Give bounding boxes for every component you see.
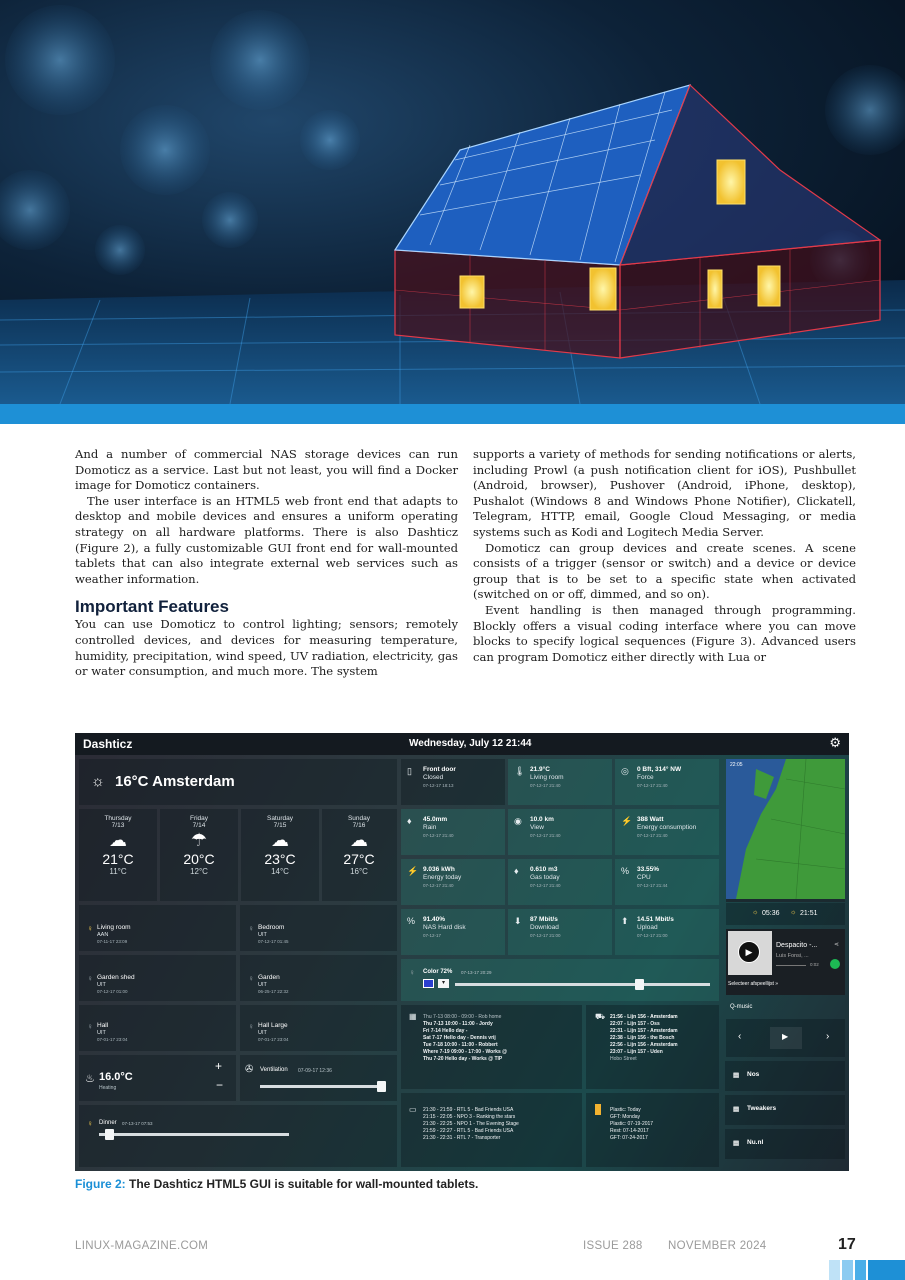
list-item: 21:15 - 22:05 - NPO 3 - Ranking the stars [423,1114,516,1120]
map-graphic [726,759,845,899]
square [868,1260,905,1280]
feed-button[interactable] [725,1095,845,1125]
map-time: 22:05 [730,762,743,768]
list-item: 22:56 - Lijn 156 - Amsterdam [610,1042,678,1048]
list-item: Hobo Street [610,1056,637,1062]
list-item: Plastic: 07-19-2017 [610,1121,654,1127]
energy-icon: ⚡ [407,866,419,876]
figure-label: Figure 2: [75,1177,126,1191]
color-label: Color 72% [423,969,453,975]
thermostat-label: Heating [99,1085,117,1091]
day-low: 16°C [350,867,368,876]
sun-icon: ☼ [91,773,105,790]
gear-icon[interactable]: ⚙ [829,735,841,750]
dimmer-slider[interactable] [99,1133,289,1136]
dimmer-slider-handle[interactable] [105,1129,114,1140]
paragraph: And a number of commercial NAS storage devices can run Domoticz as a service. Last but not least, you will find a Docker image for Domoticz containers. [75,447,458,493]
cloud-icon: ☁ [271,830,289,850]
radio-controls [726,1019,845,1057]
list-item: 21:30 - 22:25 - NPO 1 - The Evening Stage [423,1121,519,1127]
caption-text: The Dashticz HTML5 GUI is suitable for wall-mounted tablets. [125,1177,479,1191]
sunrise-time: 05:36 [762,910,780,917]
door-icon: ▯ [407,766,412,776]
gas-icon: ♦ [514,866,519,876]
trash-icon [595,1104,601,1115]
day-high: 27°C [343,851,375,867]
bulb-icon: ♀ [87,1119,93,1128]
download-icon: ⬇ [514,916,522,926]
list-item: 23:07 - Lijn 157 - Uden [610,1049,663,1055]
cloud-icon: ☁ [109,830,127,850]
list-item: Fri 7-14 Hello day - [423,1028,468,1034]
list-item: 21:56 - Lijn 156 - Amsterdam [610,1014,678,1020]
list-item: Thu 7-20 Hello day - Works @ TIP [423,1056,503,1062]
bulb-icon: ♀ [248,974,254,983]
article-left-column [75,447,458,680]
feed-label: Tweakers [747,1105,777,1112]
footer-site: LINUX-MAGAZINE.COM [75,1240,209,1252]
dashboard-topbar [75,733,849,755]
raindrop-icon: ♦ [407,816,412,826]
list-item: Sat 7-17 Hello day - Dennis vrij [423,1035,496,1041]
radio-station [726,999,845,1017]
square [855,1260,866,1280]
paragraph: Domoticz can group devices and create scenes. A scene consists of a trigger (sensor or switch) and a device or device group that is to be set to a specific state when activated (switched on or off, dimmed, and so on). [473,540,856,602]
list-item: GFT: Monday [610,1114,641,1120]
list-item: Rest: 07-14-2017 [610,1128,649,1134]
song-artist: Luis Fonsi, ... [776,953,809,959]
ventilation-slider-handle[interactable] [377,1081,386,1092]
dimmer-tile [79,1105,397,1167]
news-icon: ▤ [733,1072,740,1079]
divider [726,899,845,902]
next-icon[interactable]: › [826,1031,830,1042]
transit-list [610,1014,678,1063]
thermometer-icon: 🌡 [514,766,526,776]
bulb-icon: ♀ [87,1022,93,1031]
tv-guide-list [423,1107,519,1142]
day-low: 11°C [109,867,127,876]
sensor-tile: ⚡ 388 Watt Energy consumption 07-12-17 21:40 [615,809,719,855]
sensor-tile: % 33.55% CPU 07-12-17 21:44 [615,859,719,905]
list-item: Tue 7-18 10:00 - 11:00 - Robbert [423,1042,498,1048]
dashboard-title: Dashticz [83,737,133,751]
smart-house-illustration [0,0,905,404]
list-item: 22:31 - Lijn 157 - Amsterdam [610,1028,678,1034]
header-band [0,404,905,424]
paragraph: You can use Domoticz to control lighting; sensors; remotely controlled devices, and devices for measuring temperature, humidity, precipitation, wind speed, UV radiation, electricity, gas or water consumption, and much more. The system [75,617,458,679]
news-icon: ▤ [733,1140,740,1147]
ventilation-slider[interactable] [260,1085,385,1088]
day-high: 21°C [102,851,134,867]
sensor-tile: ♦ 45.0mm Rain 07-12-17 21:40 [401,809,505,855]
day-name: Friday [189,815,209,822]
minus-button[interactable]: − [216,1078,224,1092]
sunrise-icon: ☼ [752,909,759,916]
progress-bar[interactable] [776,965,806,966]
cloud-icon: ☁ [350,830,368,850]
day-name: Thursday [104,815,132,822]
fan-icon: ✇ [245,1064,254,1075]
rain-icon: ☂ [190,830,208,850]
radar-map[interactable] [726,759,845,899]
day-low: 14°C [271,867,289,876]
bulb-icon: ♀ [409,968,415,977]
play-icon[interactable]: ▶ [738,941,760,963]
bulb-icon: ♀ [248,1022,254,1031]
sun-times [726,903,845,925]
playlist-link[interactable]: Selecteer afspeellijst » [728,981,779,987]
upload-icon: ⬆ [621,916,629,926]
color-slider-handle[interactable] [635,979,644,990]
list-item: Where 7-19 09:00 - 17:00 - Works @ [423,1049,507,1055]
forecast-day [82,815,154,876]
sensor-tile: ⚡ 9.036 kWh Energy today 07-12-17 21:40 [401,859,505,905]
percent-icon: % [621,866,630,876]
day-high: 23°C [264,851,296,867]
sunset-time: 21:51 [800,910,818,917]
dashticz-screenshot: Dashticz Wednesday, July 12 21:44 ⚙ ☼ 16°C Amsterdam Thursday 7/13 ☁ 21°C 11°C Friday 7/14 ☂ 20°C 12°C Saturday 7/15 ☁ 23°C 14°C Sunday 7/16 ☁ 27°C 16°C ♀ Living room AAN 07-11-17 23:09 ♀ Bedroom UIT 07-12-17 01:45 ♀ Garden shed UIT 07-12-17 01:00 ♀ Garden UIT 06-25-17 22:32 ♀ Hall UIT 07-01-17 23:04 ♀ Hall Large UIT 07-01-17 23:04 ♨ 16.0°C Heating + − ✇ Ventilation 07-09-17 12:36 ♀ Dinner 07-13-17 07:53 ▯ Front door Closed 07-12-17 18:13 🌡 21.9°C Living room 07-12-17 21:40 ◎ 0 Bft, 314° NW Force 07-12-17 21:40 ♦ 45.0mm Rain 07-12-17 21:40 ◉ 10.0 km View 07-12-17 21:40 ⚡ 388 Watt Energy consumption 07-12-17 21:40 ⚡ 9.036 kWh Energy today 07-12-17 21:40 ♦ 0.610 m3 Gas today 07-12-17 21:40 % 33.55% CPU 07-12-17 21:44 % 91.40% NAS Hard disk 07-12-17 ⬇ 87 Mbit/s Download 07-12-17 21:00 ⬆ 14.51 Mbit/s Upload 07-12-17 21:00 ♀ Color 72% 07-13-17 20:29 ▾ ▦ Thu 7-13 08:00 - 09:00 - Rob home Thu 7-13 10:00 - 11:00 - Jordy Fri 7-14 Hello day - Sat 7-17 Hello day - Dennis vrij Tue 7-18 10:00 - 11:00 - Robbert Where 7-19 09:00 - 17:00 - Works @ Thu 7-20 Hello day - Works @ TIP ⛟ 21:56 - Lijn 156 - Amsterdam 22:07 - Lijn 157 - Oss 22:31 - Lijn 157 - Amsterdam 22:38 - Lijn 156 - the Bosch 22:56 - Lijn 156 - Amsterdam 23:07 - Lijn 157 - Uden Hobo Street ▭ 21:30 - 21:59 - RTL 5 - Bad Friends USA 21:15 - 22:05 - NPO 3 - Ranking the stars 21:30 - 22:25 - NPO 1 - The Evening Stage 21:59 - 22:27 - RTL 5 - Bad Friends USA 21:30 - 22:31 - RTL 7 - Transporter Plastic: Today GFT: Monday Plastic: 07-19-2017 Rest: 07-14-2017 GFT: 07-24-2017 22:05 ☼ 05:36 ☼ 21:51 ▶ Despacito -... ⋖ Luis Fonsi, ... 0:02 Selecteer afspeellijst » Q-music ‹ ▶ › ▤ Nos ▤ Tweakers ▤ Nu.nl [75,733,849,1171]
list-item: 21:59 - 22:27 - RTL 5 - Bad Friends USA [423,1128,514,1134]
section-heading: Important Features [75,597,229,617]
sensor-tile: ⬆ 14.51 Mbit/s Upload 07-12-17 21:00 [615,909,719,955]
sensor-tile: ▯ Front door Closed 07-12-17 18:13 [401,759,505,805]
day-date: 7/13 [111,822,125,829]
forecast-day [323,815,395,876]
paragraph: supports a variety of methods for sending notifications or alerts, including Prowl (a push notification client for iOS), Pushbullet (Android, browser), Pushover (Android, iPhone, desktop), Pushalot (Windows 8 and Windows Phone Notifier), Clickatell, Telegram, HTTP, email, Google Cloud Messaging, or media systems such as Kodi and Logitech Media Server. [473,447,856,539]
footer-issue: ISSUE 288 [583,1240,643,1252]
day-name: Saturday [266,815,294,822]
spotify-icon [830,959,840,969]
feed-button[interactable] [725,1061,845,1091]
color-slider[interactable] [455,983,710,986]
ventilation-label: Ventilation [260,1067,288,1073]
wind-icon: ◎ [621,766,629,776]
play-icon: ▶ [782,1032,789,1041]
list-item: Thu 7-13 10:00 - 11:00 - Jordy [423,1021,493,1027]
weather-current: 16°C Amsterdam [115,773,235,790]
percent-icon: % [407,916,416,926]
forecast-day [163,815,235,876]
list-item: Plastic: Today [610,1107,641,1113]
feed-button[interactable] [725,1129,845,1159]
day-date: 7/16 [352,822,366,829]
dashboard-datetime: Wednesday, July 12 21:44 [409,738,532,749]
list-item: 21:30 - 21:59 - RTL 5 - Bad Friends USA [423,1107,514,1113]
thermostat-value: 16.0°C [99,1071,133,1083]
square [842,1260,853,1280]
paragraph: Event handling is then managed through programming. Blockly offers a visual coding interface where you can move blocks to specify logical sequences (Figure 3). Advanced users can program Domoticz either directly with Lua or [473,602,856,664]
sensor-tile: ◎ 0 Bft, 314° NW Force 07-12-17 21:40 [615,759,719,805]
bus-icon: ⛟ [595,1012,606,1021]
sensor-tile: ♦ 0.610 m3 Gas today 07-12-17 21:40 [508,859,612,905]
footer-date: NOVEMBER 2024 [668,1240,767,1252]
chevron-down-icon[interactable]: ▾ [438,979,449,988]
day-date: 7/15 [273,822,287,829]
square [829,1260,840,1280]
feed-label: Nu.nl [747,1139,764,1146]
news-icon: ▤ [733,1106,740,1113]
day-date: 7/14 [192,822,206,829]
dimmer-label: Dinner [99,1120,117,1126]
song-title: Despacito -... [776,942,818,949]
ventilation-tile [240,1055,397,1101]
day-high: 20°C [183,851,215,867]
sensor-tile: 🌡 21.9°C Living room 07-12-17 21:40 [508,759,612,805]
forecast-day [244,815,316,876]
share-icon[interactable]: ⋖ [834,942,840,948]
list-item: Thu 7-13 08:00 - 09:00 - Rob home [423,1014,502,1020]
garbage-list [610,1107,653,1142]
radio-label: Q-music [730,1004,753,1010]
article-right-column [473,447,856,665]
hero-image [0,0,905,404]
list-item: GFT: 07-24-2017 [610,1135,648,1141]
bulb-icon: ♀ [87,924,93,933]
tv-icon: ▭ [409,1105,417,1114]
eye-icon: ◉ [514,816,522,826]
sunset-icon: ☼ [790,909,797,916]
color-swatch[interactable] [423,979,434,988]
energy-icon: ⚡ [621,816,633,826]
list-item: 22:07 - Lijn 157 - Oss [610,1021,660,1027]
flame-icon: ♨ [85,1073,95,1085]
plus-button[interactable]: + [215,1059,223,1073]
calendar-icon: ▦ [409,1012,417,1021]
sensor-tile: ◉ 10.0 km View 07-12-17 21:40 [508,809,612,855]
dimmer-date: 07-13-17 07:53 [122,1121,153,1126]
calendar-list [423,1014,507,1063]
paragraph: The user interface is an HTML5 web front end that adapts to desktop and mobile devices and ensures a uniform operating strategy on all hardware platforms. There is also Dashticz (Figure 2), a fully customizable GUI front end for wall-mounted tablets that can also integrate external web services such as weather information. [75,493,458,586]
sensor-tile: % 91.40% NAS Hard disk 07-12-17 [401,909,505,955]
list-item: 22:38 - Lijn 156 - the Bosch [610,1035,675,1041]
sensor-tile: ⬇ 87 Mbit/s Download 07-12-17 21:00 [508,909,612,955]
feed-label: Nos [747,1071,760,1078]
bulb-icon: ♀ [248,924,254,933]
play-button[interactable] [770,1027,802,1049]
color-date: 07-13-17 20:29 [461,970,492,975]
day-low: 12°C [190,867,208,876]
previous-icon[interactable]: ‹ [738,1031,742,1042]
ventilation-date: 07-09-17 12:36 [298,1068,332,1074]
spotify-widget [726,929,845,995]
day-name: Sunday [347,815,371,822]
bulb-icon: ♀ [87,974,93,983]
page-number: 17 [838,1236,856,1253]
figure-caption [75,1177,478,1191]
list-item: 21:30 - 22:31 - RTL 7 - Transporter [423,1135,501,1141]
track-time: 0:02 [810,962,819,967]
